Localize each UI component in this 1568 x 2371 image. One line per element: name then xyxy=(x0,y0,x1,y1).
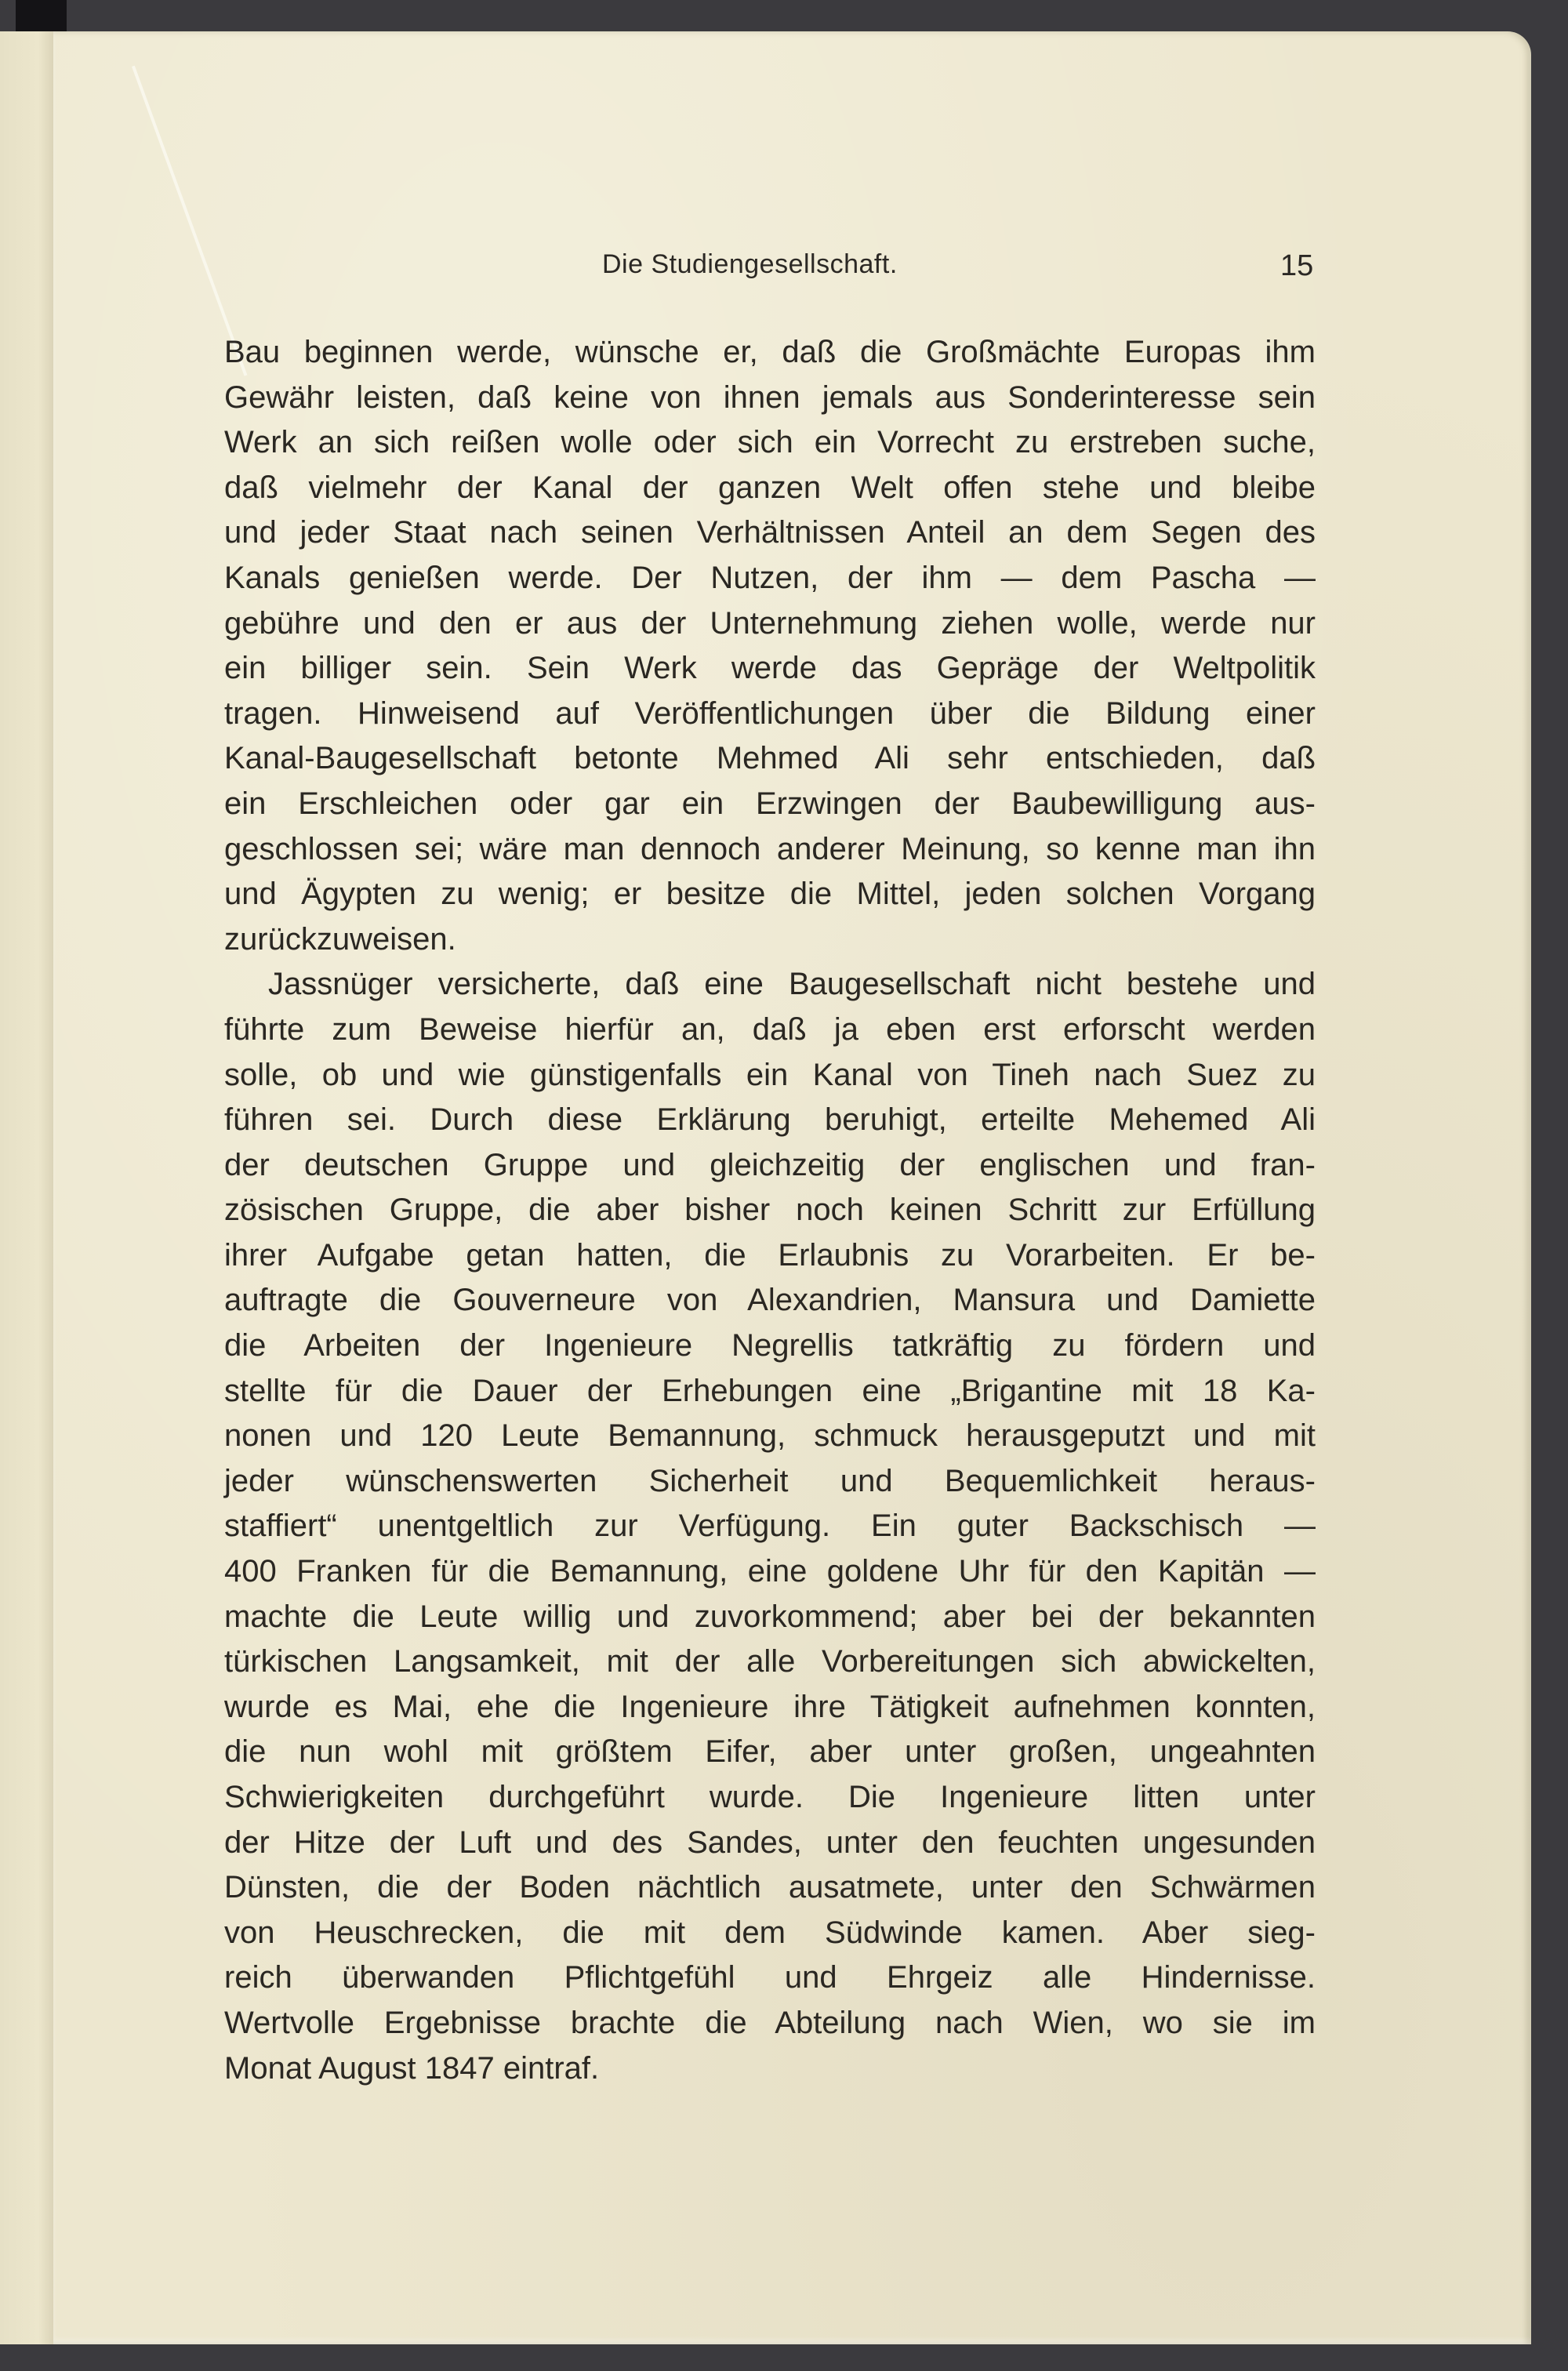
body-text xyxy=(224,330,1316,2091)
text-line: auftragte die Gouverneure von Alexandrien, Mansura und Damiette xyxy=(224,1283,1316,1318)
text-line: jeder wünschenswerten Sicherheit und Bequemlichkeit heraus- xyxy=(224,1463,1316,1498)
text-line: Jassnüger versicherte, daß eine Baugesellschaft nicht bestehe und xyxy=(268,967,1316,1002)
text-line: die Arbeiten der Ingenieure Negrellis tatkräftig zu fördern und xyxy=(224,1328,1316,1363)
text-line: Werk an sich reißen wolle oder sich ein Vorrecht zu erstreben suche, xyxy=(224,425,1316,460)
previous-page-edge xyxy=(0,31,56,2344)
text-line: der deutschen Gruppe und gleichzeitig der englischen und fran- xyxy=(224,1147,1316,1182)
text-line: führte zum Beweise hierfür an, daß ja eben erst erforscht werden xyxy=(224,1011,1316,1047)
text-line: die nun wohl mit größtem Eifer, aber unter großen, ungeahnten xyxy=(224,1734,1316,1770)
text-line: zösischen Gruppe, die aber bisher noch keinen Schritt zur Erfüllung xyxy=(224,1193,1316,1228)
text-line: und jeder Staat nach seinen Verhältnissen Anteil an dem Segen des xyxy=(224,515,1316,550)
text-line: Kanal-Baugesellschaft betonte Mehmed Ali sehr entschieden, daß xyxy=(224,741,1316,776)
text-line: ihrer Aufgabe getan hatten, die Erlaubnis zu Vorarbeiten. Er be- xyxy=(224,1237,1316,1273)
text-line: der Hitze der Luft und des Sandes, unter den feuchten ungesunden xyxy=(224,1825,1316,1860)
text-line: Schwierigkeiten durchgeführt wurde. Die Ingenieure litten unter xyxy=(224,1780,1316,1814)
text-line: reich überwanden Pflichtgefühl und Ehrgeiz alle Hindernisse. xyxy=(224,1960,1316,1995)
text-line: Dünsten, die der Boden nächtlich ausatmete, unter den Schwärmen xyxy=(224,1870,1316,1905)
text-line: von Heuschrecken, die mit dem Südwinde kamen. Aber sieg- xyxy=(224,1915,1316,1950)
text-line: 400 Franken für die Bemannung, eine goldene Uhr für den Kapitän — xyxy=(224,1554,1316,1589)
page-number: 15 xyxy=(1280,249,1314,282)
text-line: Bau beginnen werde, wünsche er, daß die Großmächte Europas ihm xyxy=(224,335,1316,369)
paragraph xyxy=(224,330,1316,962)
running-header xyxy=(53,249,1531,289)
text-line: zurückzuweisen. xyxy=(224,921,456,957)
text-line: solle, ob und wie günstigenfalls ein Kanal von Tineh nach Suez zu xyxy=(224,1057,1316,1092)
book-spine xyxy=(16,0,67,33)
text-line: Kanals genießen werde. Der Nutzen, der ihm — dem Pascha — xyxy=(224,560,1316,595)
text-line: türkischen Langsamkeit, mit der alle Vorbereitungen sich abwickelten, xyxy=(224,1644,1316,1679)
text-line: daß vielmehr der Kanal der ganzen Welt offen stehe und bleibe xyxy=(224,470,1316,505)
text-line: staffiert“ unentgeltlich zur Verfügung. Ein guter Backschisch — xyxy=(224,1509,1316,1544)
text-line: Gewähr leisten, daß keine von ihnen jemals aus Sonderinteresse sein xyxy=(224,379,1316,415)
text-line: geschlossen sei; wäre man dennoch anderer Meinung, so kenne man ihn xyxy=(224,831,1316,866)
text-line: tragen. Hinweisend auf Veröffentlichungen über die Bildung einer xyxy=(224,695,1316,731)
text-line: Monat August 1847 eintraf. xyxy=(224,2050,600,2086)
running-title: Die Studiengesellschaft. xyxy=(602,249,898,279)
book-page xyxy=(53,31,1531,2344)
text-line: nonen und 120 Leute Bemannung, schmuck herausgeputzt und mit xyxy=(224,1418,1316,1454)
text-line: wurde es Mai, ehe die Ingenieure ihre Tätigkeit aufnehmen konnten, xyxy=(224,1689,1316,1724)
text-line: und Ägypten zu wenig; er besitze die Mittel, jeden solchen Vorgang xyxy=(224,877,1316,912)
text-line: ein Erschleichen oder gar ein Erzwingen der Baubewilligung aus- xyxy=(224,786,1316,821)
paragraph xyxy=(224,962,1316,2091)
text-line: machte die Leute willig und zuvorkommend; aber bei der bekannten xyxy=(224,1599,1316,1634)
text-line: führen sei. Durch diese Erklärung beruhigt, erteilte Mehemed Ali xyxy=(224,1102,1316,1138)
text-line: gebühre und den er aus der Unternehmung ziehen wolle, werde nur xyxy=(224,605,1316,641)
text-line: Wertvolle Ergebnisse brachte die Abteilung nach Wien, wo sie im xyxy=(224,2005,1316,2040)
text-line: stellte für die Dauer der Erhebungen eine „Brigantine mit 18 Ka- xyxy=(224,1373,1316,1408)
text-line: ein billiger sein. Sein Werk werde das Gepräge der Weltpolitik xyxy=(224,651,1316,686)
